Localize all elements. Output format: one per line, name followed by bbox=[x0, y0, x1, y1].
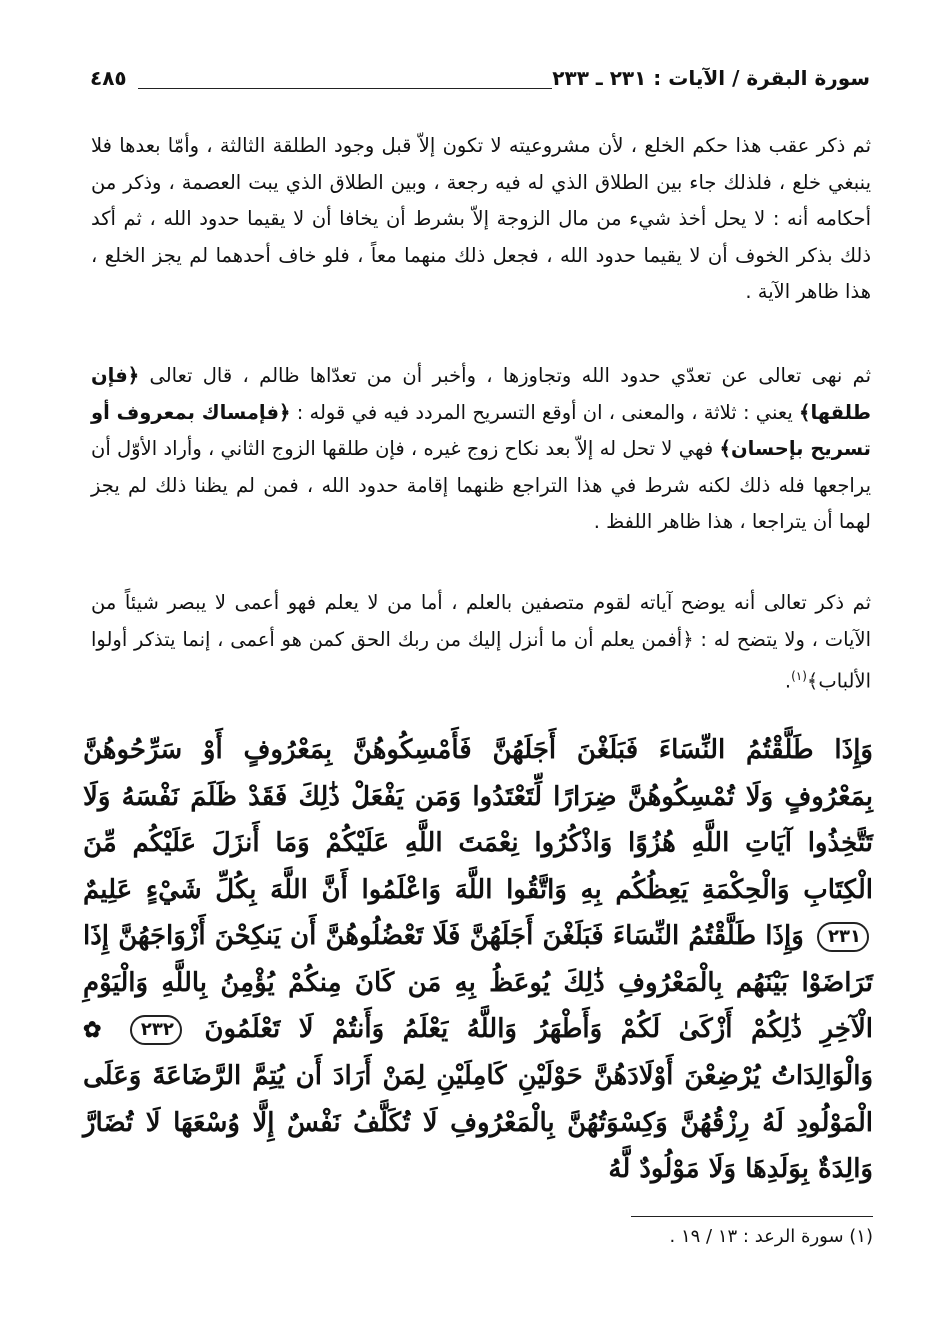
page-number: ٤٨٥ bbox=[90, 66, 127, 90]
verse-232: وَإِذَا طَلَّقْتُمُ النِّسَاءَ فَبَلَغْنَ أَجَلَهُنَّ فَلَا تَعْضُلُوهُنَّ أَن يَنكِحْنَ أَزْوَاجَهُنَّ إِذَا تَرَاضَوْا بَيْنَهُم بِالْمَعْرُوفِ ذَٰلِكَ يُوعَظُ بِهِ مَن كَانَ مِنكُمْ يُؤْمِنُ بِاللَّهِ وَالْيَوْمِ الْآخِرِ ذَٰلِكُمْ أَزْكَىٰ لَكُمْ وَأَطْهَرُ وَاللَّهُ يَعْلَمُ وَأَنتُمْ لَا تَعْلَمُونَ bbox=[83, 921, 874, 1044]
paragraph2-part3: فهي لا تحل له إلاّ بعد نكاح زوج غيره ، فإن طلقها الزوج الثاني ، وأراد الأوّل أن يراجعها فله ذلك لكنه شرط في هذا التراجع ظنهما إقامة حدود الله ، فمن لم يظنا ذلك لم يجز لهما أن يتراجعا ، هذا ظاهر اللفظ . bbox=[91, 437, 871, 533]
paragraph-khul: ثم ذكر عقب هذا حكم الخلع ، لأن مشروعيته لا تكون إلاّ قبل وجود الطلقة الثالثة ، وأمّا بعدها فلا ينبغي خلع ، فلذلك جاء بين الطلاق الذي له فيه رجعة ، وبين الطلاق الذي يبت العصمة ، وذكر من أحكامه أنه : لا يحل أخذ شيء من مال الزوجة إلاّ بشرط أن يخافا أن لا يقيما حدود الله ، ثم أكد ذلك بذكر الخوف أن لا يقيما حدود الله ، فجعل ذلك منهما معاً ، فلو خاف أحدهما لم يجز الخلع ، هذا ظاهر الآية . bbox=[91, 134, 871, 303]
ayah-number-231: ٢٣١ bbox=[817, 922, 869, 952]
paragraph-knowledge bbox=[91, 585, 871, 700]
page-header bbox=[90, 62, 870, 102]
header-rule bbox=[138, 88, 552, 89]
footnote-number: (١) bbox=[849, 1226, 873, 1247]
hizb-rosette-icon: ✿ bbox=[83, 1016, 102, 1043]
ayah-number-232: ٢٣٢ bbox=[130, 1015, 182, 1045]
header-title: سورة البقرة / الآيات : ٢٣١ ـ ٢٣٣ bbox=[552, 66, 870, 90]
footnote bbox=[670, 1226, 873, 1247]
paragraph3-text: ثم ذكر تعالى أنه يوضح آياته لقوم متصفين بالعلم ، أما من لا يعلم فهو أعمى لا يبصر شيئاً من الآيات ، ولا يتضح له : bbox=[91, 591, 871, 651]
footnote-text: سورة الرعد : ١٣ / ١٩ . bbox=[669, 1226, 844, 1247]
verse-231: وَإِذَا طَلَّقْتُمُ النِّسَاءَ فَبَلَغْنَ أَجَلَهُنَّ فَأَمْسِكُوهُنَّ بِمَعْرُوفٍ أَوْ سَرِّحُوهُنَّ بِمَعْرُوفٍ وَلَا تُمْسِكُوهُنَّ ضِرَارًا لِّتَعْتَدُوا وَمَن يَفْعَلْ ذَٰلِكَ فَقَدْ ظَلَمَ نَفْسَهُ وَلَا تَتَّخِذُوا آيَاتِ اللَّهِ هُزُوًا وَاذْكُرُوا نِعْمَتَ اللَّهِ عَلَيْكُمْ وَمَا أَنزَلَ عَلَيْكُم مِّنَ الْكِتَابِ وَالْحِكْمَةِ يَعِظُكُم بِهِ وَاتَّقُوا اللَّهَ وَاعْلَمُوا أَنَّ اللَّهَ بِكُلِّ شَيْءٍ عَلِيمٌ bbox=[83, 735, 874, 905]
quran-quote-afaman: ﴿أفمن يعلم أن ما أنزل إليك من ربك الحق كمن هو أعمى ، إنما يتذكر أولوا الألباب﴾ bbox=[91, 627, 871, 693]
paragraph3-end: . bbox=[784, 669, 792, 693]
quran-quote-fa-in-tallaqaha: ﴿فإن طلقها﴾ bbox=[91, 364, 871, 424]
paragraph2-part1: ثم نهى تعالى عن تعدّي حدود الله وتجاوزها ، وأخبر أن من تعدّاها ظالم ، قال تعالى bbox=[149, 364, 871, 387]
quran-verses-block bbox=[83, 727, 873, 1193]
footnote-rule bbox=[631, 1216, 873, 1217]
footnote-reference: (١) bbox=[791, 669, 807, 683]
verse-233: وَالْوَالِدَاتُ يُرْضِعْنَ أَوْلَادَهُنَّ حَوْلَيْنِ كَامِلَيْنِ لِمَنْ أَرَادَ أَن يُتِمَّ الرَّضَاعَةَ وَعَلَى الْمَوْلُودِ لَهُ رِزْقُهُنَّ وَكِسْوَتُهُنَّ بِالْمَعْرُوفِ لَا تُكَلَّفُ نَفْسٌ إِلَّا وُسْعَهَا لَا تُضَارَّ وَالِدَةٌ بِوَلَدِهَا وَلَا مَوْلُودٌ لَّهُ bbox=[83, 1061, 873, 1185]
paragraph-transgression bbox=[91, 358, 871, 541]
paragraph2-part2: يعني : ثلاثة ، والمعنى ، ان أوقع التسريح المردد فيه في قوله : bbox=[296, 400, 793, 424]
quran-quote-imsak: ﴿فإمساك بمعروف أو تسريح بإحسان﴾ bbox=[91, 400, 871, 460]
